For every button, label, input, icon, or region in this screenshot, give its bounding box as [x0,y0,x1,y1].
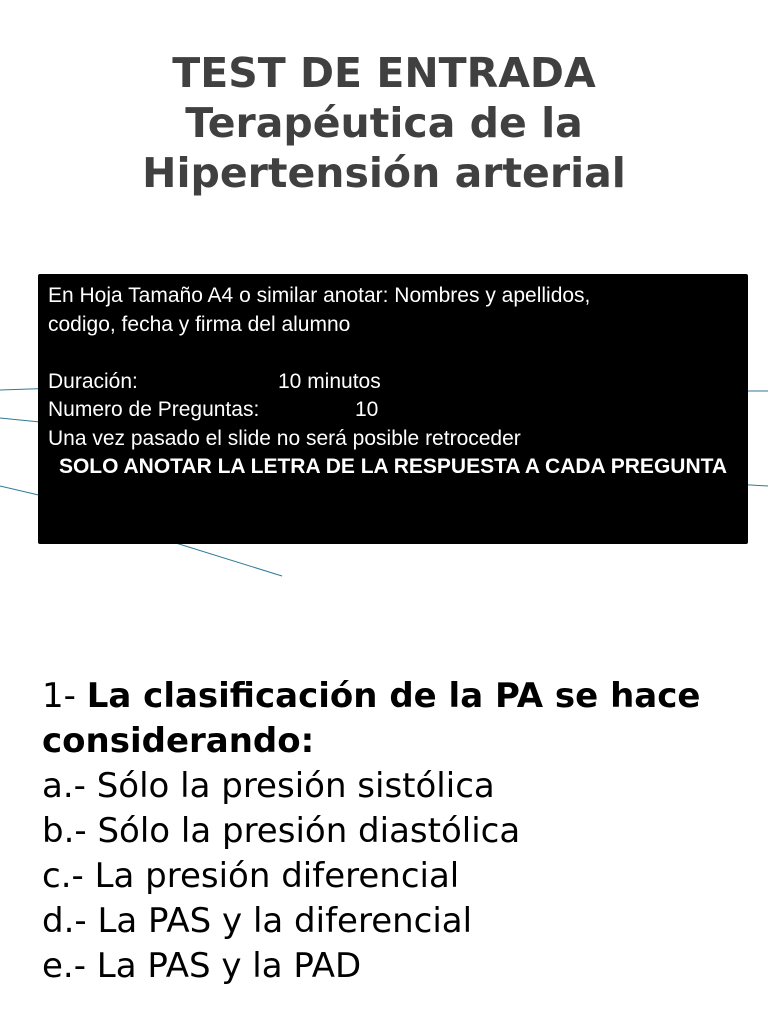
option-b: b.- Sólo la presión diastólica [42,811,521,851]
duration-row [48,368,738,397]
title-line-1: TEST DE ENTRADA [172,49,596,97]
instructions-intro-2: codigo, fecha y firma del alumno [48,312,351,336]
duration-value: 10 minutos [278,369,381,393]
question-stem [42,674,758,764]
instructions-box [38,274,748,544]
questions-count-label: Numero de Preguntas: [48,398,260,421]
answer-instruction: SOLO ANOTAR LA LETRA DE LA RESPUESTA A CADA PREGUNTA [58,455,728,478]
question-number: 1- [42,676,87,716]
instructions-intro: En Hoja Tamaño A4 o similar anotar: Nombres y apellidos, [48,284,591,307]
title-line-2: Terapéutica de la [185,99,583,147]
option-a: a.- Sólo la presión sistólica [42,766,495,806]
page-title [0,48,768,198]
no-back-notice: Una vez pasado el slide no será posible retroceder [48,426,521,450]
title-line-3: Hipertensión arterial [142,149,626,197]
question-1 [42,674,758,989]
option-c: c.- La presión diferencial [42,856,460,896]
questions-count-row [48,396,738,425]
option-d: d.- La PAS y la diferencial [42,901,473,941]
spacer [48,339,738,368]
duration-label: Duración: [48,369,138,393]
questions-count-value: 10 [355,398,379,421]
option-e: e.- La PAS y la PAD [42,946,362,986]
question-text: La clasificación de la PA se hace considerando: [42,676,701,761]
